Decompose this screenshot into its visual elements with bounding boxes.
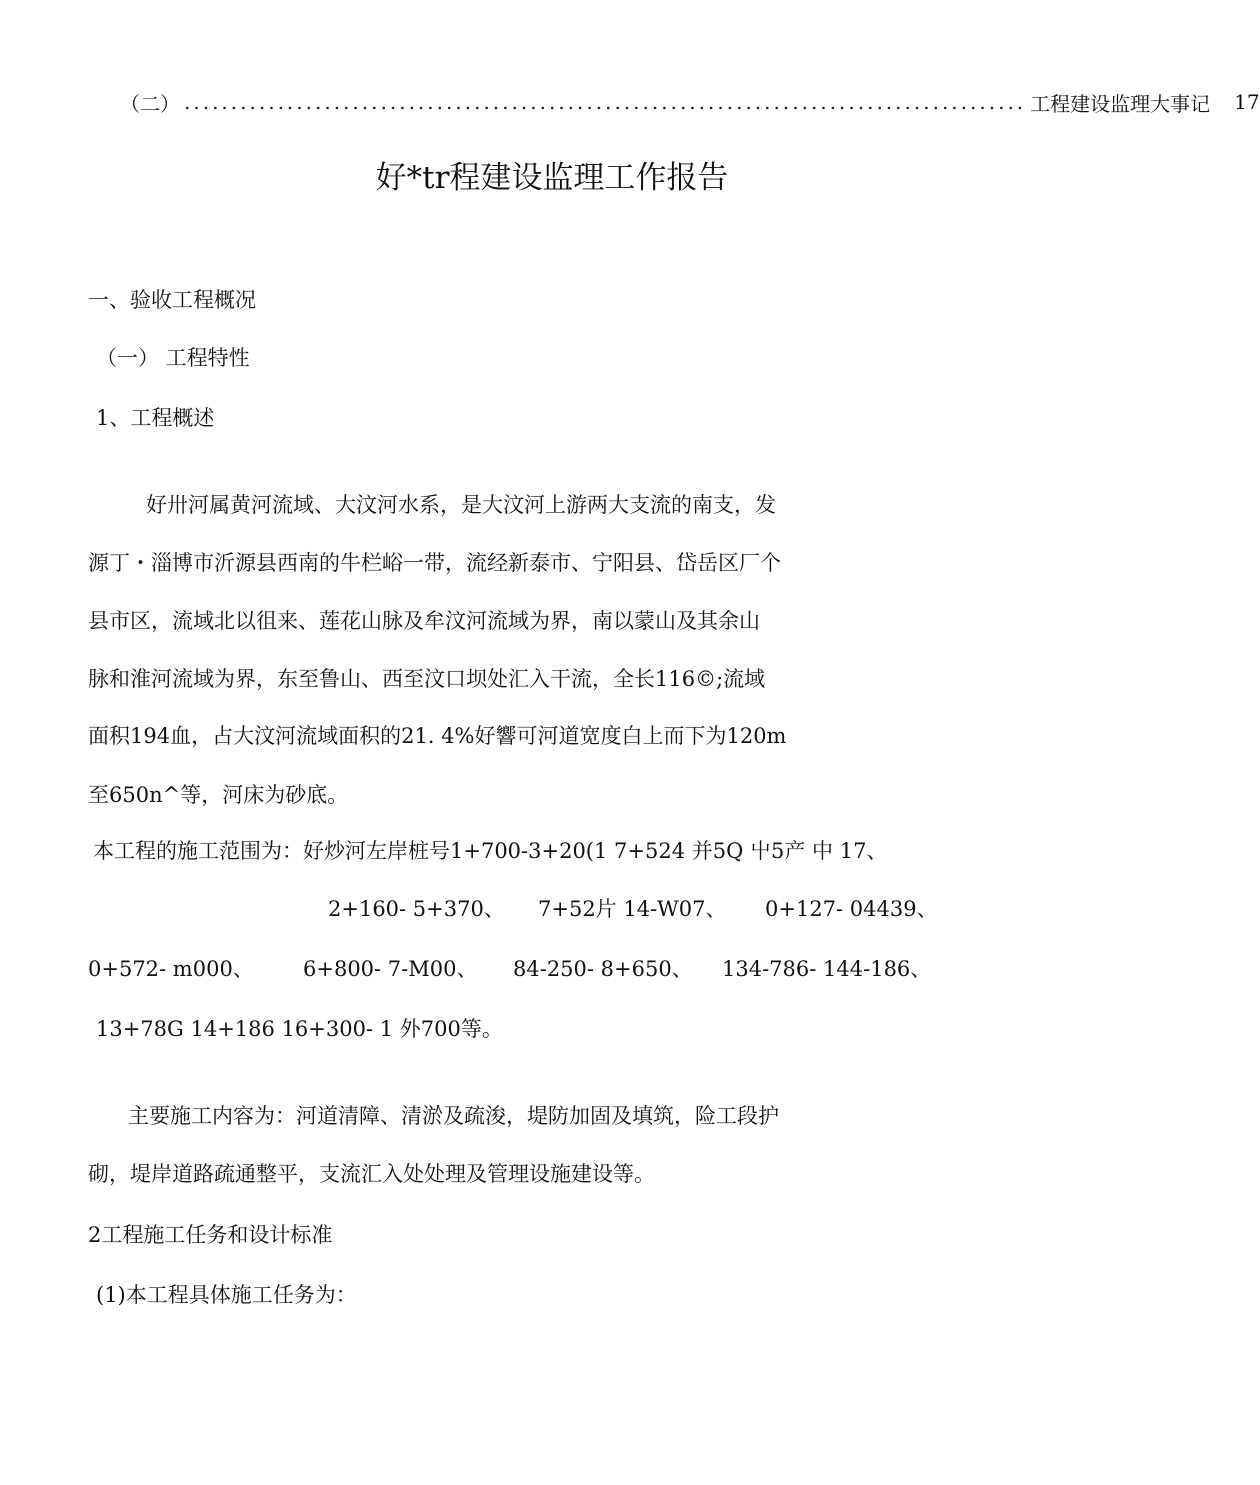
paragraph-line: 至650n^等，河床为砂底。 <box>88 783 349 807</box>
paragraph-line: 源丁・淄博市沂源县西南的牛栏峪一带，流经新泰市、宁阳县、岱岳区厂个 <box>88 551 781 575</box>
toc-label: （二） <box>120 91 180 116</box>
paragraph-line: 砌，堤岸道路疏通整平，支流汇入处处理及管理设施建设等。 <box>88 1162 655 1186</box>
item-heading: 2工程施工任务和设计标准 <box>88 1223 333 1247</box>
chainage-item: 2+160- 5+370、 <box>328 897 505 921</box>
range-line: 13+78G 14+186 16+300- 1 外700等。 <box>96 1017 503 1041</box>
toc-entry-title: 工程建设监理大事记 <box>1030 91 1211 116</box>
range-line: 本工程的施工范围为：好炒河左岸桩号1+700-3+20(1 7+524 并5Q 屮5产 中 17、 <box>93 839 888 863</box>
toc-leader: .......................................................................................... <box>184 90 1027 114</box>
chainage-item: 0+572- m000、 <box>88 957 254 981</box>
paragraph-line: 面积194血，占大汶河流域面积的21. 4%好響可河道宽度白上而下为120m <box>88 724 787 748</box>
document-title: 好*tr程建设监理工作报告 <box>375 160 729 196</box>
chainage-item: 84-250- 8+650、 <box>513 957 693 981</box>
chainage-item: 7+52片 14-W07、 <box>538 897 727 921</box>
chainage-item: 0+127- 04439、 <box>765 897 938 921</box>
subsection-heading: （一） 工程特性 <box>96 346 250 370</box>
paragraph-line: 县市区，流域北以徂来、莲花山脉及牟汶河流域为界，南以蒙山及其余山 <box>88 609 760 633</box>
chainage-item: 134-786- 144-186、 <box>722 957 932 981</box>
paragraph-line: 好卅河属黄河流域、大汶河水系，是大汶河上游两大支流的南支，发 <box>146 493 776 517</box>
paragraph-line: 脉和淮河流域为界，东至鲁山、西至汶口坝处汇入干流，全长116©;流域 <box>88 667 766 691</box>
chainage-item: 6+800- 7-M00、 <box>303 957 478 981</box>
paragraph-line: 主要施工内容为：河道清障、清淤及疏浚，堤防加固及填筑，险工段护 <box>128 1104 779 1128</box>
section-heading: 一、验收工程概况 <box>88 288 256 312</box>
toc-page-number: 17 <box>1234 90 1260 114</box>
item-heading: 1、工程概述 <box>96 406 215 430</box>
toc-entry <box>120 88 1260 116</box>
item-heading: (1)本工程具体施工任务为： <box>96 1283 357 1307</box>
